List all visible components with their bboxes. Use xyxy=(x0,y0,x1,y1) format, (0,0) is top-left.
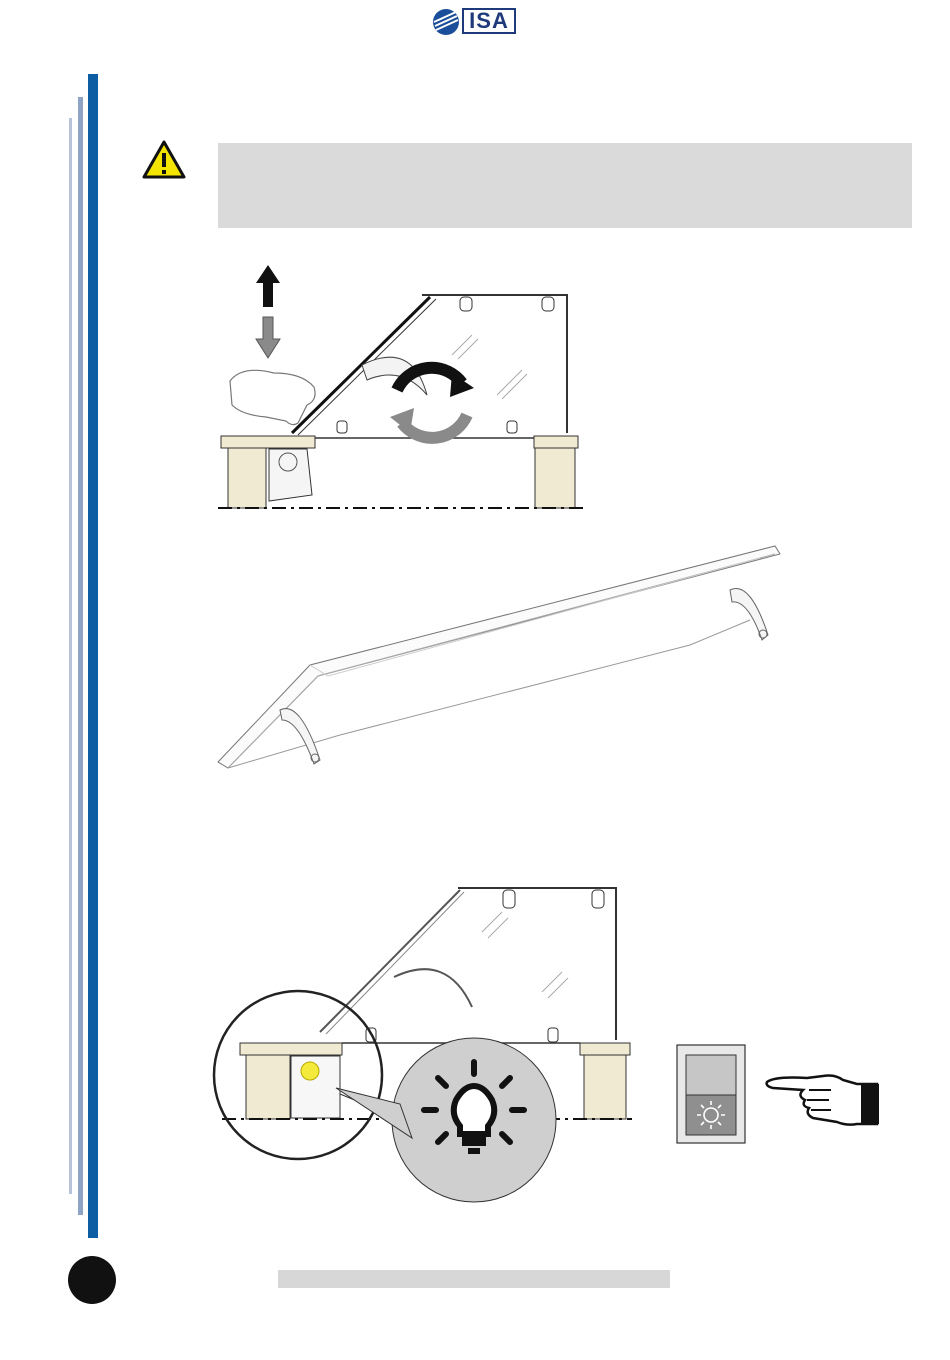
warning-text-box xyxy=(218,143,912,228)
side-bar-light-1 xyxy=(78,97,83,1215)
footer-bar xyxy=(278,1270,670,1288)
isa-logo xyxy=(432,6,520,38)
side-bar-main xyxy=(88,74,98,1238)
rotate-arrows-icon xyxy=(390,368,474,438)
side-bar-light-2 xyxy=(69,118,72,1194)
figure-light-indicator xyxy=(212,882,642,1207)
indicator-light xyxy=(301,1062,319,1080)
hand-icon xyxy=(230,370,315,424)
up-down-arrows-icon xyxy=(256,265,280,358)
page-number-badge xyxy=(68,1256,116,1304)
warning-triangle-icon xyxy=(142,140,186,180)
pointing-hand-icon xyxy=(765,1070,881,1128)
logo-text: ISA xyxy=(462,8,516,34)
light-switch-icon xyxy=(676,1044,748,1146)
logo-globe-icon xyxy=(432,8,460,36)
figure-glass-panel xyxy=(210,540,790,780)
figure-lift-glass xyxy=(212,255,592,520)
